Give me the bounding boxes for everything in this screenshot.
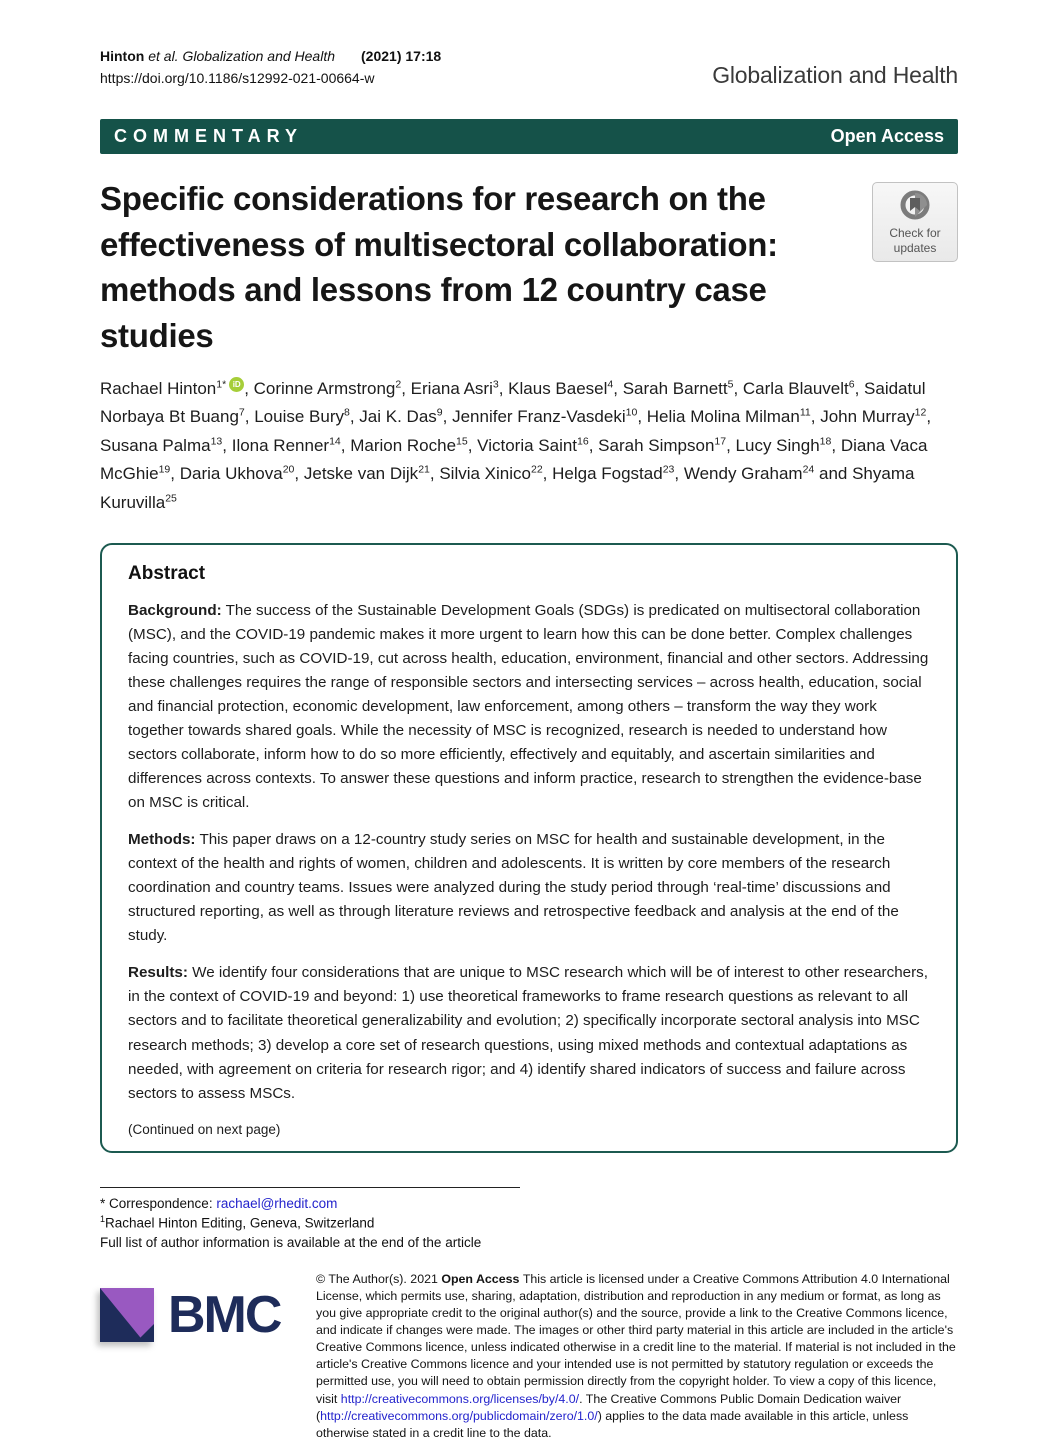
background-label: Background: — [128, 602, 222, 620]
author: Susana Palma$^{13}$ — [100, 434, 223, 455]
author: Sarah Barnett$^5$ — [622, 377, 734, 398]
affiliation-line — [100, 1213, 958, 1233]
bmc-logo-icon — [100, 1288, 154, 1342]
article-type-label: COMMENTARY — [114, 126, 303, 147]
citation-line — [100, 46, 441, 68]
license-segment: ) applies to the data made available in this article, unless otherwise stated in a credit line to the data. — [316, 1408, 909, 1440]
abstract-heading: Abstract — [128, 563, 206, 585]
author: Shyama Kuruvilla$^{25}$ — [100, 464, 915, 512]
correspondence-email-link[interactable]: rachael@rhedit.com — [216, 1195, 338, 1211]
bmc-logo — [100, 1285, 288, 1345]
affiliation-text: Rachael Hinton Editing, Geneva, Switzerland — [105, 1215, 375, 1231]
author: Corinne Armstrong$^2$ — [253, 377, 402, 398]
author: Jetske van Dijk$^{21}$ — [303, 463, 430, 484]
author: Helia Molina Milman$^{11}$ — [646, 406, 811, 427]
check-updates-label: Check for updates — [889, 226, 941, 256]
results-label: Results: — [128, 964, 188, 982]
author-list: Rachael Hinton$^{1*}$ iD , Corinne Armstrong$^2$, Eriana Asri$^3$, Klaus Baesel$^4$, Sarah Barnett$^5$, Carla Blauvelt$^6$, Saidatul Norbaya Bt Buang$^7$, Louise Bury$^8$, Jai K. Das$^9$, Jennifer Franz-Vasdeki$^{10}$, Helia Molina Milman$^{11}$, John Murray$^{12}$, Susana Palma$^{13}$, Ilona Renner$^{14}$, Marion Roche$^{15}$, Victoria Saint$^{16}$, Sarah Simpson$^{17}$, Lucy Singh$^{18}$, Diana Vaca McGhie$^{19}$, Daria Ukhova$^{20}$, Jetske van Dijk$^{21}$, Silvia Xinico$^{22}$, Helga Fogstad$^{23}$, Wendy Graham$^{24}$ and Shyama Kuruvilla$^{25}$ — [100, 377, 932, 512]
author: John Murray$^{12}$ — [820, 406, 927, 427]
license-link[interactable]: http://creativecommons.org/licenses/by/4.0/ — [340, 1391, 580, 1406]
page-header — [100, 46, 958, 89]
affiliation-sup: 1 — [100, 1214, 106, 1225]
citation-journal: et al. Globalization and Health — [144, 48, 336, 64]
license-segment: Open Access — [441, 1271, 523, 1286]
bmc-logo-text: BMC — [168, 1285, 281, 1344]
author: Wendy Graham$^{24}$ — [683, 463, 815, 484]
background-text: The success of the Sustainable Development Goals (SDGs) is predicated on multisectoral collaboration (MSC), and the COVID-19 pandemic makes it more urgent to learn how this can be done better. Complex challenges facing countries, such as COVID-19, cut across health, education, environment, financial and other sectors. Addressing these challenges requires the range of responsible sectors and intersecting services – across health, education, social and financial protection, economic development, law enforcement, among others – transform the way they work together towards shared goals. While the necessity of MSC is recognized, research is needed to understand how sectors collaborate, inform how to do so more efficiently, effectively and equitably, and ascertain similarities and differences across contexts. To answer these questions and inform practice, research to strengthen the evidence-base on MSC is critical. — [128, 602, 929, 812]
orcid-icon[interactable]: iD — [229, 377, 244, 392]
author: Jai K. Das$^9$ — [359, 406, 443, 427]
full-author-list-note: Full list of author information is available at the end of the article — [100, 1235, 482, 1251]
author: Klaus Baesel$^4$ — [508, 377, 614, 398]
author: Eriana Asri$^3$ — [410, 377, 499, 398]
abstract-box — [100, 543, 958, 1152]
license-segment: . The Creative Commons Public Domain Dedication waiver ( — [316, 1391, 902, 1423]
open-access-label: Open Access — [830, 126, 944, 147]
abstract-background — [128, 599, 930, 815]
publisher-row — [100, 1271, 958, 1442]
author: Silvia Xinico$^{22}$ — [439, 463, 543, 484]
page-title: Specific considerations for research on the effectiveness of multisectoral collaboration: methods and lessons from 12 country case studies — [100, 180, 778, 354]
author: Marion Roche$^{15}$ — [350, 434, 468, 455]
author: Rachael Hinton$^{1*}$ iD — [100, 379, 244, 398]
crossmark-icon — [897, 188, 933, 224]
author: Diana Vaca McGhie$^{19}$ — [100, 435, 928, 484]
article-type-banner — [100, 119, 958, 154]
title-section — [100, 176, 958, 358]
license-link[interactable]: http://creativecommons.org/publicdomain/zero/1.0/ — [320, 1408, 598, 1423]
citation-author: Hinton — [100, 48, 145, 64]
abstract-methods — [128, 828, 930, 948]
citation-ref: (2021) 17:18 — [361, 48, 442, 64]
footnote-divider — [100, 1187, 520, 1188]
author: Louise Bury$^8$ — [254, 406, 350, 427]
author: Daria Ukhova$^{20}$ — [179, 463, 295, 484]
author: Jennifer Franz-Vasdeki$^{10}$ — [452, 406, 638, 427]
author: Sarah Simpson$^{17}$ — [598, 434, 727, 455]
results-text: We identify four considerations that are unique to MSC research which will be of interest to other researchers, in the context of COVID-19 and beyond: 1) use theoretical frameworks to frame research questions as relevant to all sectors and to facilitate theoretical generalizability and evolution; 2) specifically incorporate sectoral analysis into MSC research methods; 3) develop a core set of research questions, using mixed methods and contextual adaptations as needed, with agreement on criteria for research rigor; and 4) identify shared indicators of success and failure across sectors to assess MSCs. — [128, 964, 928, 1102]
journal-name: Globalization and Health — [712, 62, 958, 89]
methods-text: This paper draws on a 12-country study series on MSC for health and sustainable development, in the context of the health and rights of women, children and adolescents. It is written by core members of the research coordination and country teams. Issues were analyzed during the study period through ‘real-time’ discussions and structured reporting, as well as through literature reviews and retrospective feedback and analysis at the end of the study. — [128, 831, 899, 945]
author: Victoria Saint$^{16}$ — [477, 434, 589, 455]
footnote-block — [100, 1187, 958, 1253]
license-segment: This article is licensed under a Creative Commons Attribution 4.0 International License, which permits use, sharing, adaptation, distribution and reproduction in any medium or format, as long as you give appropriate credit to the original author(s) and the source, provide a link to the Creative Commons licence, and indicate if changes were made. The images or other third party material in this article are included in the article's Creative Commons licence, unless indicated otherwise in a credit line to the material. If material is not included in the article's Creative Commons licence and your intended use is not permitted by statutory regulation or exceeds the permitted use, you will need to obtain permission directly from the copyright holder. To view a copy of this licence, visit — [316, 1271, 956, 1406]
license-segment: © The Author(s). 2021 — [316, 1271, 442, 1286]
correspondence-label: * Correspondence: — [100, 1195, 217, 1211]
author: Ilona Renner$^{14}$ — [231, 434, 341, 455]
author: Carla Blauvelt$^6$ — [742, 377, 855, 398]
author: Lucy Singh$^{18}$ — [735, 434, 832, 455]
doi-text: https://doi.org/10.1186/s12992-021-00664-w — [100, 69, 375, 86]
continued-note: (Continued on next page) — [128, 1121, 281, 1137]
correspondence-line — [100, 1194, 958, 1214]
abstract-results — [128, 961, 930, 1105]
methods-label: Methods: — [128, 831, 196, 849]
license-text — [316, 1271, 958, 1442]
check-for-updates-badge[interactable] — [872, 182, 958, 262]
author: Saidatul Norbaya Bt Buang$^7$ — [100, 378, 926, 427]
author: Helga Fogstad$^{23}$ — [552, 463, 675, 484]
citation-block — [100, 46, 441, 89]
